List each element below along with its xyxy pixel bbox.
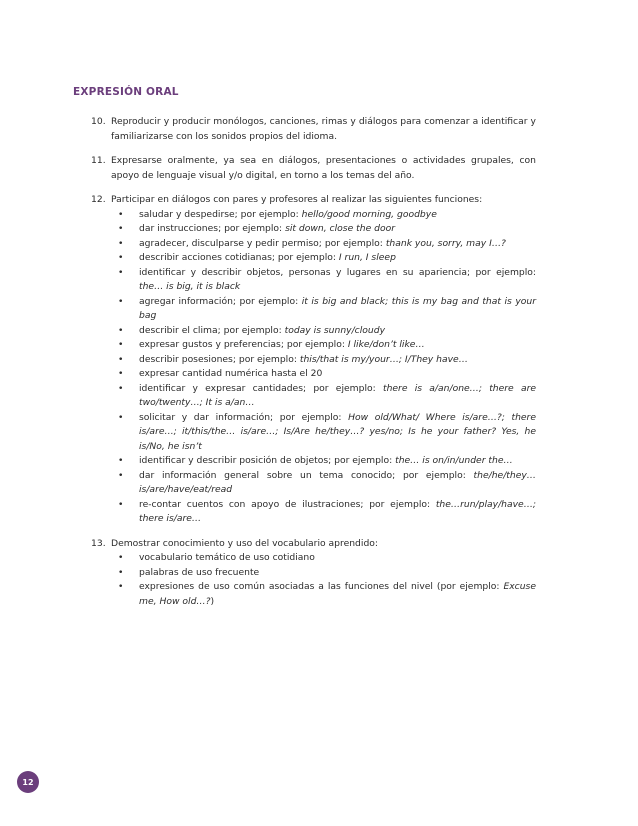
- bullet-example: there is a/an/one…; there are two/twenty…; It is a/an…: [139, 382, 537, 408]
- function-bullet-list: [111, 208, 536, 527]
- bullet-example: How old/What/ Where is/are…?; there is/are…; it/this/the… is/are…; Is/Are he/they…? yes/no; Is he your father? Yes, he is/No, he isn’t: [139, 411, 536, 452]
- bullet-icon: •: [118, 581, 124, 592]
- objective-text: Participar en diálogos con pares y profesores al realizar las siguientes funciones:: [111, 194, 483, 205]
- bullet-example: I run, I sleep: [338, 252, 396, 263]
- bullet-text: dar información general sobre un tema conocido; por ejemplo:: [139, 469, 474, 481]
- bullet-item: [111, 295, 536, 324]
- bullet-item: [111, 266, 536, 295]
- bullet-text: vocabulario temático de uso cotidiano: [139, 552, 315, 563]
- objective-number: 11.: [91, 155, 106, 166]
- bullet-icon: •: [118, 353, 124, 365]
- bullet-icon: •: [118, 223, 124, 234]
- bullet-icon: •: [118, 324, 124, 336]
- bullet-text: describir el clima; por ejemplo:: [139, 324, 285, 336]
- objectives-list: [91, 115, 536, 619]
- bullet-text: solicitar y dar información; por ejemplo:: [139, 411, 349, 423]
- bullet-text: identificar y describir objetos, personas y lugares en su apariencia; por ejemplo:: [139, 266, 536, 278]
- bullet-item: [111, 551, 536, 566]
- bullet-item: [111, 566, 536, 581]
- bullet-icon: •: [118, 382, 124, 394]
- bullet-text: expresar gustos y preferencias; por ejemplo:: [139, 339, 348, 350]
- bullet-example: the…run/play/have…; there is/are…: [139, 498, 536, 524]
- bullet-item: [111, 580, 536, 609]
- bullet-item: [111, 353, 536, 368]
- bullet-text: saludar y despedirse; por ejemplo:: [139, 208, 302, 220]
- bullet-icon: •: [118, 339, 124, 350]
- objective-number: 13.: [91, 537, 106, 549]
- page-number-badge: 12: [17, 771, 39, 793]
- bullet-icon: •: [118, 266, 124, 278]
- bullet-example: sit down, close the door: [285, 223, 395, 234]
- bullet-item: [111, 411, 536, 455]
- bullet-icon: •: [118, 498, 124, 510]
- bullet-item: [111, 237, 536, 252]
- bullet-icon: •: [118, 252, 124, 263]
- bullet-text: expresar cantidad numérica hasta el 20: [139, 368, 323, 379]
- bullet-item: [111, 251, 536, 266]
- bullet-icon: •: [118, 411, 124, 423]
- bullet-icon: •: [118, 368, 124, 379]
- bullet-item: [111, 338, 536, 353]
- bullet-icon: •: [118, 566, 124, 578]
- bullet-icon: •: [118, 208, 124, 220]
- bullet-item: [111, 367, 536, 382]
- bullet-icon: •: [118, 552, 124, 563]
- bullet-example: thank you, sorry, may I…?: [385, 237, 506, 249]
- bullet-item: [111, 469, 536, 498]
- bullet-example: I like/don’t like…: [347, 339, 425, 350]
- bullet-icon: •: [118, 469, 124, 481]
- objective-item-10: [91, 115, 536, 144]
- bullet-item: [111, 222, 536, 237]
- objective-item-11: [91, 154, 536, 183]
- bullet-example: Excuse me, How old…?: [139, 581, 536, 607]
- bullet-example: today is sunny/cloudy: [284, 324, 386, 336]
- bullet-text: re-contar cuentos con apoyo de ilustraciones; por ejemplo:: [139, 498, 436, 510]
- bullet-example: the… is on/in/under the…: [395, 455, 513, 466]
- bullet-suffix: ): [210, 595, 215, 607]
- objective-text: Reproducir y producir monólogos, canciones, rimas y diálogos para comenzar a identificar y familiarizarse con los sonidos propios del idioma.: [111, 116, 536, 142]
- objective-number: 10.: [91, 116, 106, 127]
- bullet-text: dar instrucciones; por ejemplo:: [139, 223, 286, 234]
- bullet-item: [111, 324, 536, 339]
- section-title: EXPRESIÓN ORAL: [73, 86, 179, 98]
- bullet-item: [111, 454, 536, 469]
- bullet-example: the/he/they… is/are/have/eat/read: [139, 469, 536, 495]
- bullet-text: agradecer, disculparse y pedir permiso; por ejemplo:: [139, 237, 386, 249]
- bullet-item: [111, 382, 536, 411]
- vocabulary-bullet-list: [111, 551, 536, 609]
- bullet-example: this/that is my/your…; I/They have…: [299, 353, 468, 365]
- bullet-icon: •: [118, 455, 124, 466]
- bullet-icon: •: [118, 295, 124, 307]
- bullet-text: describir posesiones; por ejemplo:: [139, 353, 300, 365]
- objective-text: Demostrar conocimiento y uso del vocabulario aprendido:: [111, 537, 378, 549]
- bullet-text: agregar información; por ejemplo:: [139, 295, 302, 307]
- objective-item-12: [91, 193, 536, 527]
- objective-item-13: [91, 537, 536, 610]
- bullet-text: describir acciones cotidianas; por ejemplo:: [139, 252, 339, 263]
- bullet-text: identificar y describir posición de objetos; por ejemplo:: [139, 455, 396, 466]
- objective-number: 12.: [91, 194, 106, 205]
- bullet-item: [111, 208, 536, 223]
- bullet-example: it is big and black; this is my bag and that is your bag: [139, 295, 537, 321]
- bullet-text: identificar y expresar cantidades; por ejemplo:: [139, 382, 383, 394]
- bullet-item: [111, 498, 536, 527]
- bullet-example: the… is big, it is black: [139, 281, 241, 292]
- bullet-text: palabras de uso frecuente: [139, 566, 260, 578]
- bullet-text: expresiones de uso común asociadas a las funciones del nivel (por ejemplo:: [139, 581, 504, 592]
- objective-text: Expresarse oralmente, ya sea en diálogos, presentaciones o actividades grupales, con apoyo de lenguaje visual y/o digital, en torno a los temas del año.: [111, 155, 536, 181]
- bullet-icon: •: [118, 237, 124, 249]
- bullet-example: hello/good morning, goodbye: [301, 208, 437, 220]
